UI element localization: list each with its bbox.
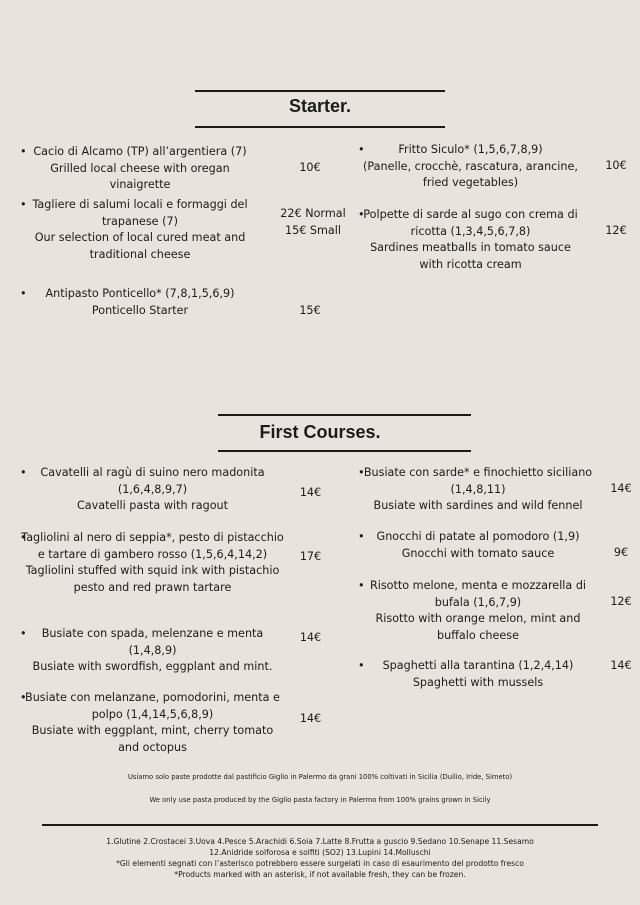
menu-item-fritto: [358, 142, 583, 192]
starter-top-rule: [195, 90, 445, 92]
menu-item-busiate-spada: [20, 626, 285, 676]
item-desc: Spaghetti with mussels: [412, 675, 544, 689]
menu-item-risotto: [358, 578, 598, 644]
item-name: • Busiate con spada, melenzane e menta (1,4,8,9): [20, 626, 285, 659]
first-courses-title: First Courses.: [259, 422, 381, 442]
item-price: 12€: [605, 224, 627, 237]
item-desc: (Panelle, crocchè, rascatura, arancine, fried vegetables): [363, 159, 578, 189]
price-normal: 22€ Normal: [280, 207, 346, 220]
menu-item-tagliere: [20, 197, 260, 263]
item-desc: Ponticello Starter: [91, 303, 189, 317]
asterisk-note-english: *Products marked with an asterisk, if not available fresh, they can be frozen.: [174, 870, 466, 879]
item-price: 17€: [299, 550, 322, 563]
item-name: • Cacio di Alcamo (TP) all’argentiera (7): [20, 144, 260, 161]
item-desc: Tagliolini stuffed with squid ink with pistachio pesto and red prawn tartare: [25, 564, 280, 594]
item-price: [273, 206, 353, 239]
item-price: 10€: [605, 159, 627, 172]
item-name: • Busiate con melanzane, pomodorini, menta e polpo (1,4,14,5,6,8,9): [20, 690, 285, 723]
price-small: 15€ Small: [285, 223, 341, 237]
first-top-rule: [218, 414, 471, 416]
item-name: • Risotto melone, menta e mozzarella di bufala (1,6,7,9): [358, 578, 598, 611]
item-desc: Busiate with swordfish, eggplant and mint.: [32, 660, 273, 673]
item-desc: Grilled local cheese with oregan vinaigrette: [50, 161, 230, 191]
item-price: 14€: [299, 631, 322, 644]
menu-item-cacio: [20, 144, 260, 194]
item-price: 9€: [613, 546, 629, 559]
allergens-line-2: 12.Anidride solforosa e solfiti (SO2) 13.Lupini 14.Molluschi: [209, 848, 431, 857]
menu-item-antipasto: [20, 286, 260, 319]
first-bottom-rule: [218, 450, 471, 452]
item-price: 12€: [610, 595, 632, 608]
item-name: • Antipasto Ponticello* (7,8,1,5,6,9): [20, 286, 260, 303]
item-desc: Sardines meatballs in tomato sauce with ricotta cream: [370, 241, 571, 271]
item-name: • Gnocchi di patate al pomodoro (1,9): [358, 529, 598, 546]
menu-item-busiate-polpo: [20, 690, 285, 756]
menu-item-tagliolini: [20, 530, 285, 596]
allergens-line-1: 1.Glutine 2.Crostacei 3.Uova 4.Pesce 5.Arachidi 6.Soia 7.Latte 8.Frutta a guscio 9.Sedano 10.Senape 11.Sesamo: [106, 837, 534, 846]
pasta-note-italian: Usiamo solo paste prodotte dal pastificio Giglio in Palermo da grani 100% coltivati in Sicilia (Duilio, Iride, Simeto): [127, 773, 513, 781]
item-desc: Gnocchi with tomato sauce: [401, 546, 555, 560]
item-name: • Polpette di sarde al sugo con crema di ricotta (1,3,4,5,6,7,8): [358, 207, 583, 240]
item-price: 14€: [610, 659, 632, 672]
item-desc: Busiate with sardines and wild fennel: [373, 499, 583, 512]
item-price: 14€: [299, 486, 322, 499]
item-name: • Busiate con sarde* e finochietto siciliano (1,4,8,11): [358, 465, 598, 498]
menu-item-polpette: [358, 207, 583, 273]
item-price: 10€: [299, 161, 321, 174]
starter-title: Starter.: [288, 96, 352, 116]
item-desc: Our selection of local cured meat and traditional cheese: [34, 231, 246, 261]
menu-item-spaghetti: [358, 658, 598, 691]
item-name: • Spaghetti alla tarantina (1,2,4,14): [358, 658, 598, 675]
item-desc: Risotto with orange melon, mint and buffalo cheese: [375, 612, 581, 642]
footer-rule: [42, 824, 598, 826]
item-name: • Fritto Siculo* (1,5,6,7,8,9): [358, 142, 583, 159]
starter-bottom-rule: [195, 126, 445, 128]
item-price: 14€: [299, 712, 322, 725]
item-name: • Tagliere di salumi locali e formaggi del trapanese (7): [20, 197, 260, 230]
item-price: 14€: [610, 482, 632, 495]
item-price: 15€: [299, 304, 321, 317]
menu-item-cavatelli: [20, 465, 285, 515]
allergens-legend: [0, 836, 640, 880]
pasta-note-english: We only use pasta produced by the Giglio pasta factory in Palermo from 100% grains grown in Sicily: [149, 796, 491, 804]
menu-item-gnocchi: [358, 529, 598, 562]
asterisk-note-italian: *Gli elementi segnati con l’asterisco potrebbero essere surgelati in caso di esaurimento del prodotto fresco: [116, 859, 524, 868]
item-name: • Tagliolini al nero di seppia*, pesto di pistacchio e tartare di gambero rosso (1,5,6,4,14,2): [20, 530, 285, 563]
item-name: • Cavatelli al ragù di suino nero madonita (1,6,4,8,9,7): [20, 465, 285, 498]
menu-item-busiate-sarde: [358, 465, 598, 515]
item-desc: Busiate with eggplant, mint, cherry tomato and octopus: [31, 724, 274, 754]
item-desc: Cavatelli pasta with ragout: [76, 499, 229, 512]
